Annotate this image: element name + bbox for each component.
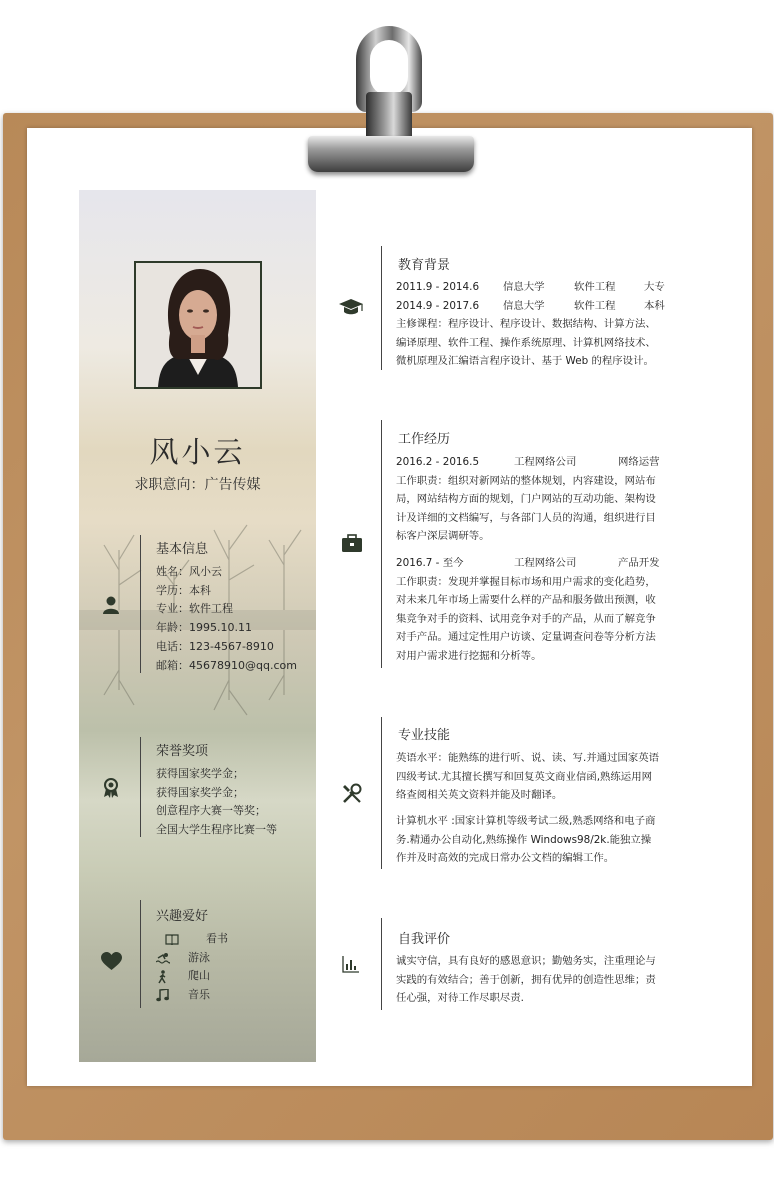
basic-info-title: 基本信息 (156, 542, 209, 557)
self-eval-text (396, 952, 668, 1008)
heart-icon (101, 952, 122, 971)
divider-line (140, 737, 141, 837)
job-company: 工程网络公司 (514, 456, 577, 468)
info-birthday: 年龄：1995.10.11 (156, 621, 252, 635)
education-row (396, 297, 666, 316)
profile-photo (134, 261, 262, 389)
hobby-item (156, 930, 228, 949)
clip-neck (366, 92, 412, 140)
edu-major: 软件工程 (574, 281, 616, 293)
divider-line (381, 918, 382, 1010)
hobby-label: 游泳 (188, 950, 210, 964)
basic-info-list (156, 563, 297, 675)
music-icon (156, 989, 170, 1002)
skill-line: 作并及时高效的完成日常办公文档的编辑工作。 (396, 852, 615, 864)
divider-line (381, 246, 382, 370)
job-company: 工程网络公司 (514, 557, 577, 569)
self-eval-line: 诚实守信，具有良好的感恩意识；勤勉务实，注重理论与 (396, 955, 656, 967)
job-duty-line: 局，网站结构方面的规划，门户网站的互动功能、架构设 (396, 493, 656, 505)
edu-degree: 大专 (644, 281, 665, 293)
hobbies-list (156, 930, 228, 1005)
edu-period: 2014.9 - 2017.6 (396, 299, 480, 312)
education-row (396, 278, 666, 297)
job-duty-line: 标客户深层调研等。 (396, 530, 490, 542)
hike-icon (156, 970, 170, 984)
job-objective: 求职意向：广告传媒 (134, 477, 261, 493)
edu-degree: 本科 (644, 299, 665, 312)
job-position: 产品开发 (618, 557, 660, 569)
swim-icon (156, 952, 170, 964)
honor-item: 创意程序大赛一等奖； (156, 804, 266, 818)
self-eval-title: 自我评价 (398, 932, 451, 947)
education-section (396, 278, 666, 371)
job-duty-line: 对用户需求进行挖掘和分析等。 (396, 649, 542, 662)
info-name: 姓名：风小云 (156, 565, 222, 578)
edu-school: 信息大学 (503, 299, 545, 312)
divider-line (140, 900, 141, 1008)
job-duty-line: 工作职责：发现并掌握目标市场和用户需求的变化趋势， (396, 575, 656, 588)
skills-title: 专业技能 (398, 728, 451, 743)
bar-chart-icon (342, 955, 360, 973)
hobby-label: 爬山 (188, 969, 210, 983)
job-duty-line: 对手产品。通过定性用户访谈、定量调查问卷等分析方法 (396, 631, 656, 643)
skill-line: 络查阅相关英文资料并能及时翻译。 (396, 789, 563, 801)
candidate-name: 风小云 (149, 435, 246, 469)
skill-paragraph (396, 812, 668, 868)
honor-item: 获得国家奖学金； (156, 785, 244, 799)
honor-item: 获得国家奖学金； (156, 767, 244, 780)
job-header (396, 554, 668, 573)
work-title: 工作经历 (398, 432, 451, 447)
education-title: 教育背景 (398, 258, 451, 273)
job-duty-line: 工作职责：组织对新网站的整体规划，内容建设，网站布 (396, 474, 656, 487)
binder-clip (308, 136, 474, 172)
info-education: 学历：本科 (156, 583, 211, 597)
info-major: 专业：软件工程 (156, 602, 233, 616)
courses-line: 微机原理及汇编语言程序设计、基于 Web 的程序设计。 (396, 355, 654, 367)
person-icon (101, 595, 121, 615)
job-period: 2016.2 - 2016.5 (396, 456, 480, 468)
briefcase-icon (341, 534, 363, 553)
skill-line: 务.精通办公自动化,熟练操作 Windows98/2k.能独立操 (396, 833, 652, 846)
job-duty-line: 集竞争对手的资料、试用竞争对手的产品，从而了解竞争 (396, 612, 656, 625)
edu-period: 2011.9 - 2014.6 (396, 281, 480, 293)
job-duty-line: 计及详细的文档编写，与各部门人员的沟通，组织进行目 (396, 511, 656, 524)
hobbies-title: 兴趣爱好 (156, 909, 209, 924)
courses-line: 主修课程：程序设计、程序设计、数据结构、计算方法、 (396, 318, 656, 330)
info-phone: 电话：123-4567-8910 (156, 639, 274, 653)
book-icon (156, 933, 188, 945)
hobby-label: 音乐 (188, 988, 210, 1002)
award-icon (101, 777, 121, 799)
edu-school: 信息大学 (503, 281, 545, 293)
hobby-item (156, 949, 228, 968)
graduation-cap-icon (338, 297, 364, 317)
self-eval-line: 任心强，对待工作尽职尽责. (396, 992, 524, 1004)
skill-paragraph (396, 749, 668, 805)
skill-line: 计算机水平 :国家计算机等级考试二级,熟悉网络和电子商 (396, 815, 656, 827)
hobby-label: 看书 (206, 932, 228, 945)
hobby-item (156, 967, 228, 986)
job-duty-line: 对未来几年市场上需要什么样的产品和服务做出预测，收 (396, 594, 656, 606)
hobby-item (156, 986, 228, 1005)
info-email: 邮箱：45678910@qq.com (156, 658, 297, 672)
job-header (396, 453, 668, 472)
edu-major: 软件工程 (574, 299, 616, 312)
work-job (396, 453, 668, 546)
honor-item: 全国大学生程序比赛一等 (156, 823, 277, 837)
divider-line (140, 535, 141, 673)
job-position: 网络运营 (618, 456, 660, 468)
tools-icon (341, 783, 363, 805)
divider-line (381, 420, 382, 668)
skill-line: 四级考试.尤其擅长撰写和回复英文商业信函,熟练运用网 (396, 770, 652, 783)
divider-line (381, 717, 382, 869)
self-eval-line: 实践的有效结合；善于创新，拥有优异的创造性思维；责 (396, 973, 656, 986)
work-job (396, 554, 668, 665)
skill-line: 英语水平：能熟练的进行听、说、读、写.并通过国家英语 (396, 752, 660, 764)
courses-line: 编译原理、软件工程、操作系统原理、计算机网络技术、 (396, 336, 656, 349)
job-period: 2016.7 - 至今 (396, 557, 464, 569)
honors-list (156, 765, 277, 840)
honors-title: 荣誉奖项 (156, 744, 209, 759)
